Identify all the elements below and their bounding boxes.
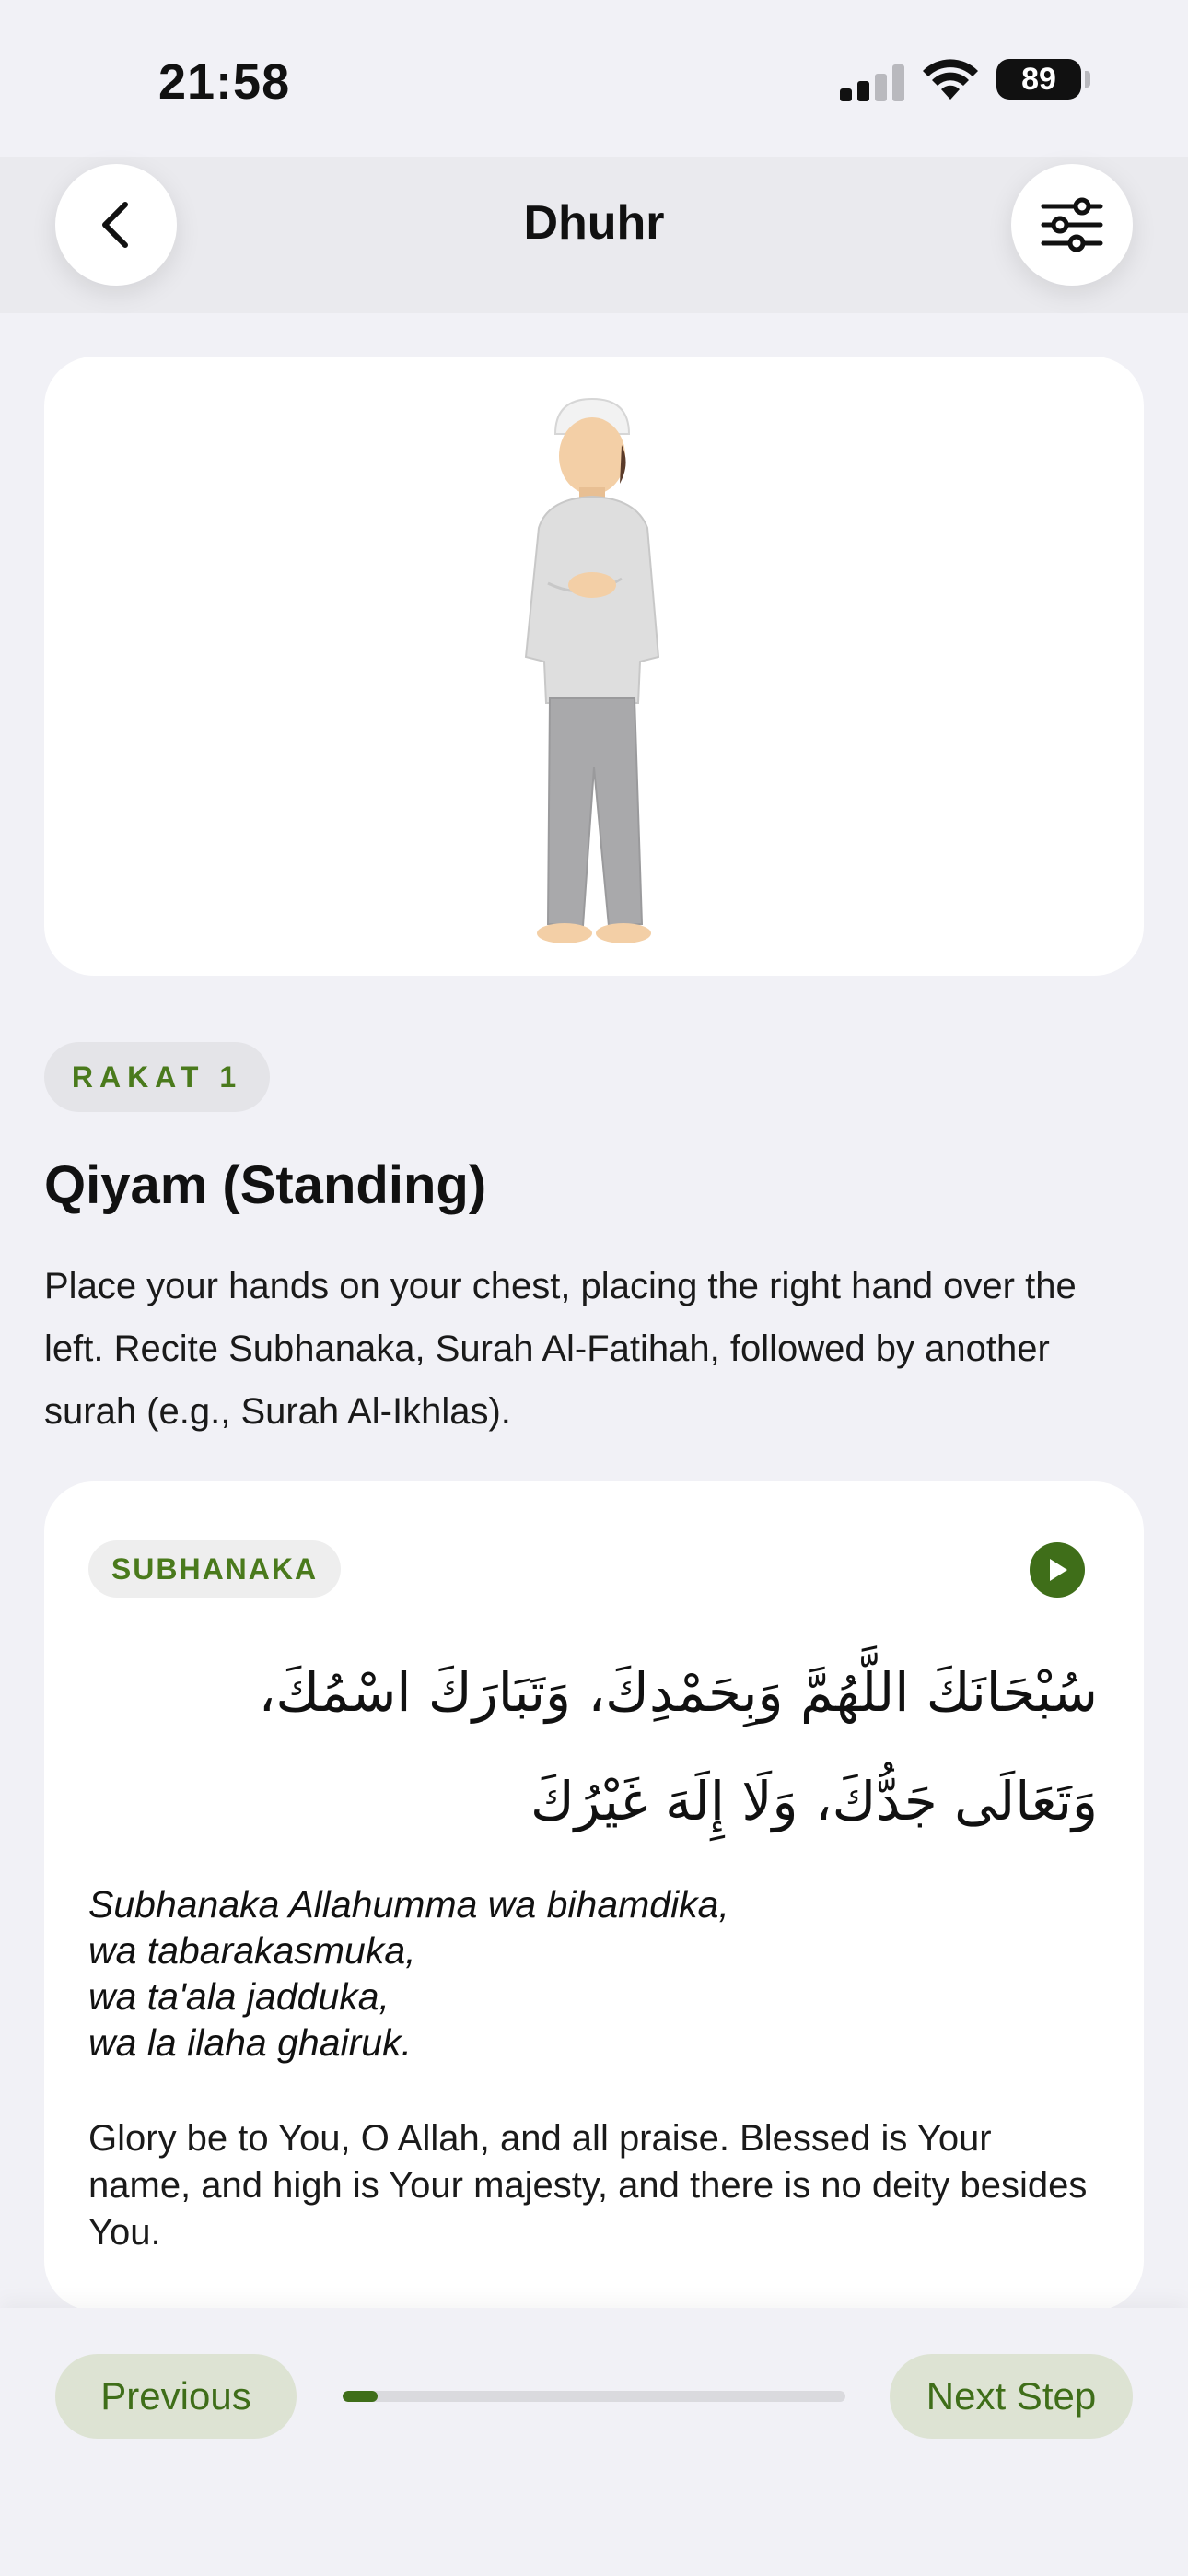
transliteration-line: Subhanaka Allahumma wa bihamdika, — [88, 1883, 729, 1926]
wifi-icon — [921, 57, 980, 101]
transliteration-line: wa la ilaha ghairuk. — [88, 2021, 412, 2064]
sliders-icon — [1040, 197, 1104, 252]
recitation-label: SUBHANAKA — [88, 1540, 341, 1598]
nav-header — [0, 157, 1188, 313]
battery-tip — [1085, 71, 1090, 88]
page-title: Dhuhr — [523, 196, 665, 250]
step-navigation-bar — [0, 2308, 1188, 2576]
step-description: Place your hands on your chest, placing the right hand over the left. Recite Subhanaka, Surah Al-Fatihah, followed by another surah (e.g., Surah Al-Ikhlas). — [44, 1266, 1077, 1432]
transliteration-line: wa ta'ala jadduka, — [88, 1975, 390, 2018]
progress-fill — [343, 2391, 378, 2402]
standing-prayer-figure-icon — [483, 381, 705, 952]
battery-level: 89 — [1021, 61, 1056, 97]
status-bar — [0, 0, 1188, 157]
play-icon — [1045, 1557, 1069, 1583]
cellular-signal-icon — [840, 64, 904, 101]
rakat-badge: RAKAT 1 — [44, 1042, 270, 1112]
settings-button[interactable] — [1011, 164, 1133, 286]
recitation-card — [44, 1481, 1144, 2311]
progress-bar — [343, 2391, 845, 2402]
next-step-button[interactable]: Next Step — [890, 2354, 1133, 2439]
status-time: 21:58 — [158, 54, 291, 110]
battery-icon — [996, 59, 1081, 100]
previous-button[interactable]: Previous — [55, 2354, 297, 2439]
illustration-card — [44, 357, 1144, 976]
transliteration — [88, 1881, 1101, 2066]
translation-text: Glory be to You, O Allah, and all praise. Blessed is Your name, and high is Your majesty, and there is no deity besides You. — [88, 2118, 1088, 2253]
step-title: Qiyam (Standing) — [44, 1155, 487, 1215]
transliteration-line: wa tabarakasmuka, — [88, 1929, 416, 1972]
play-audio-button[interactable] — [1030, 1542, 1085, 1598]
arabic-text: سُبْحَانَكَ اللَّهُمَّ وَبِحَمْدِكَ، وَتَبَارَكَ اسْمُكَ، وَتَعَالَى جَدُّكَ، وَلَا إِلَهَ غَيْرُكَ — [258, 1661, 1098, 1832]
